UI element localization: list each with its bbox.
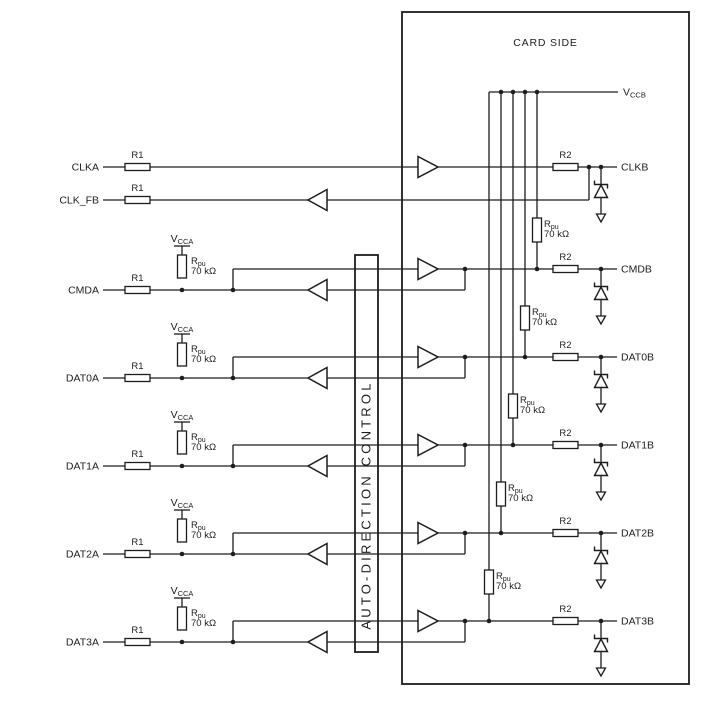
r2-resistor (553, 354, 578, 361)
r1-resistor (125, 463, 150, 470)
signal-label-b-side: DAT3B (621, 615, 655, 628)
r1-resistor-clk-fb (125, 197, 150, 204)
vcca-supply-label-subscript: CCA (177, 237, 194, 246)
pullup-a-label-subscript: pu (197, 613, 206, 620)
pullup-b-label-base: R (496, 571, 503, 582)
pullup-resistor-a (178, 519, 187, 542)
pullup-b-label-base: R (508, 483, 515, 494)
driver-buffer-b-to-a (308, 368, 327, 389)
r2-label: R2 (559, 428, 572, 439)
pullup-a-label-base: R (191, 520, 198, 531)
auto-direction-control-label: AUTO-DIRECTION CONTROL (358, 380, 374, 630)
r1-resistor (125, 287, 150, 294)
vcca-supply-label (171, 233, 194, 246)
pullup-resistor-a (178, 255, 187, 278)
r1-resistor (125, 639, 150, 646)
r1-label: R1 (131, 625, 144, 636)
signal-label-a-side: DAT2A (65, 548, 99, 561)
driver-buffer-b-to-a (308, 544, 327, 565)
pullup-a-value: 70 kΩ (191, 442, 217, 453)
pullup-b-label-subscript: pu (550, 224, 559, 231)
signal-label-clka: CLKA (71, 161, 99, 174)
r2-resistor-clk (553, 164, 578, 171)
pullup-b-value: 70 kΩ (544, 229, 570, 240)
b-branch-dot (463, 531, 468, 536)
r2-resistor (553, 266, 578, 273)
signal-label-a-side: CMDA (68, 284, 99, 297)
vccb-supply-label-base: V (623, 86, 631, 99)
r1-label: R1 (131, 449, 144, 460)
vccb-supply-label-subscript: CCB (630, 90, 646, 100)
r2-resistor (553, 530, 578, 537)
r1-label: R1 (131, 273, 144, 284)
r2-label: R2 (559, 516, 572, 527)
pullup-a-label-subscript: pu (197, 525, 206, 532)
r1-resistor (125, 375, 150, 382)
r2-label: R2 (559, 604, 572, 615)
pullup-b-label-base: R (532, 307, 539, 318)
signal-label-clk-fb: CLK_FB (59, 194, 99, 207)
pullup-a-value: 70 kΩ (191, 266, 217, 277)
r2-label: R2 (559, 150, 572, 161)
pullup-b-value: 70 kΩ (508, 493, 534, 504)
pullup-a-junction-dot (180, 552, 185, 557)
r1-resistor (125, 551, 150, 558)
b-branch-dot (463, 619, 468, 624)
signal-label-b-side: CMDB (621, 263, 652, 276)
r2-label: R2 (559, 340, 572, 351)
signal-label-clkb: CLKB (621, 161, 649, 174)
pullup-b-label-base: R (544, 219, 551, 230)
clk-fb-driver-buffer-b-to-a (308, 190, 327, 211)
signal-label-a-side: DAT3A (65, 636, 99, 649)
driver-buffer-b-to-a (308, 632, 327, 653)
pullup-resistor-b (533, 218, 542, 242)
vcca-supply-label-base: V (170, 233, 178, 245)
r2-resistor (553, 442, 578, 449)
pullup-b-label-subscript: pu (526, 400, 535, 407)
pullup-a-label-subscript: pu (197, 349, 206, 356)
vcca-supply-label-subscript: CCA (177, 501, 194, 510)
pullup-b-value: 70 kΩ (520, 405, 546, 416)
pullup-a-value: 70 kΩ (191, 618, 217, 629)
b-branch-dot (463, 355, 468, 360)
vcca-supply-label (171, 585, 194, 598)
signal-label-b-side: DAT1B (621, 439, 655, 452)
vcca-supply-label-base: V (170, 409, 178, 421)
pullup-resistor-b (509, 394, 518, 418)
signal-label-a-side: DAT1A (65, 460, 99, 473)
pullup-a-value: 70 kΩ (191, 354, 217, 365)
signal-label-b-side: DAT0B (621, 351, 655, 364)
pullup-resistor-b (497, 482, 506, 506)
vcca-supply-label-subscript: CCA (177, 589, 194, 598)
vcca-supply-label-base: V (170, 497, 178, 509)
pullup-a-junction-dot (180, 640, 185, 645)
vcca-supply-label (171, 321, 194, 334)
pullup-a-label-subscript: pu (197, 437, 206, 444)
pullup-a-label-base: R (191, 344, 198, 355)
pullup-a-junction-dot (180, 376, 185, 381)
vcca-supply-label-base: V (170, 321, 178, 333)
driver-buffer-b-to-a (308, 456, 327, 477)
r1-label: R1 (131, 183, 144, 194)
pullup-b-label-subscript: pu (502, 576, 511, 583)
pullup-b-label-base: R (520, 395, 527, 406)
vcca-supply-label-subscript: CCA (177, 325, 194, 334)
signal-label-b-side: DAT2B (621, 527, 655, 540)
pullup-resistor-a (178, 607, 187, 630)
vcca-supply-label-base: V (170, 585, 178, 597)
signal-label-a-side: DAT0A (65, 372, 99, 385)
card-side-box (402, 12, 689, 684)
pullup-b-label-subscript: pu (538, 312, 547, 319)
vcca-supply-label (171, 497, 194, 510)
r1-resistor-clk (125, 164, 150, 171)
pullup-resistor-a (178, 431, 187, 454)
pullup-b-value: 70 kΩ (532, 317, 558, 328)
pullup-a-label-base: R (191, 608, 198, 619)
r2-label: R2 (559, 252, 572, 263)
pullup-a-label-base: R (191, 432, 198, 443)
pullup-resistor-b (485, 570, 494, 594)
pullup-resistor-b (521, 306, 530, 330)
pullup-a-label-base: R (191, 256, 198, 267)
pullup-a-label-subscript: pu (197, 261, 206, 268)
pullup-b-value: 70 kΩ (496, 581, 522, 592)
b-branch-dot (463, 267, 468, 272)
pullup-a-value: 70 kΩ (191, 530, 217, 541)
driver-buffer-b-to-a (308, 280, 327, 301)
pullup-a-junction-dot (180, 288, 185, 293)
pullup-a-junction-dot (180, 464, 185, 469)
r1-label: R1 (131, 361, 144, 372)
r2-resistor (553, 618, 578, 625)
card-side-title: CARD SIDE (513, 37, 578, 49)
pullup-resistor-a (178, 343, 187, 366)
b-branch-dot (463, 443, 468, 448)
vcca-supply-label (171, 409, 194, 422)
r1-label: R1 (131, 150, 144, 161)
r1-label: R1 (131, 537, 144, 548)
pullup-b-label-subscript: pu (514, 488, 523, 495)
vcca-supply-label-subscript: CCA (177, 413, 194, 422)
